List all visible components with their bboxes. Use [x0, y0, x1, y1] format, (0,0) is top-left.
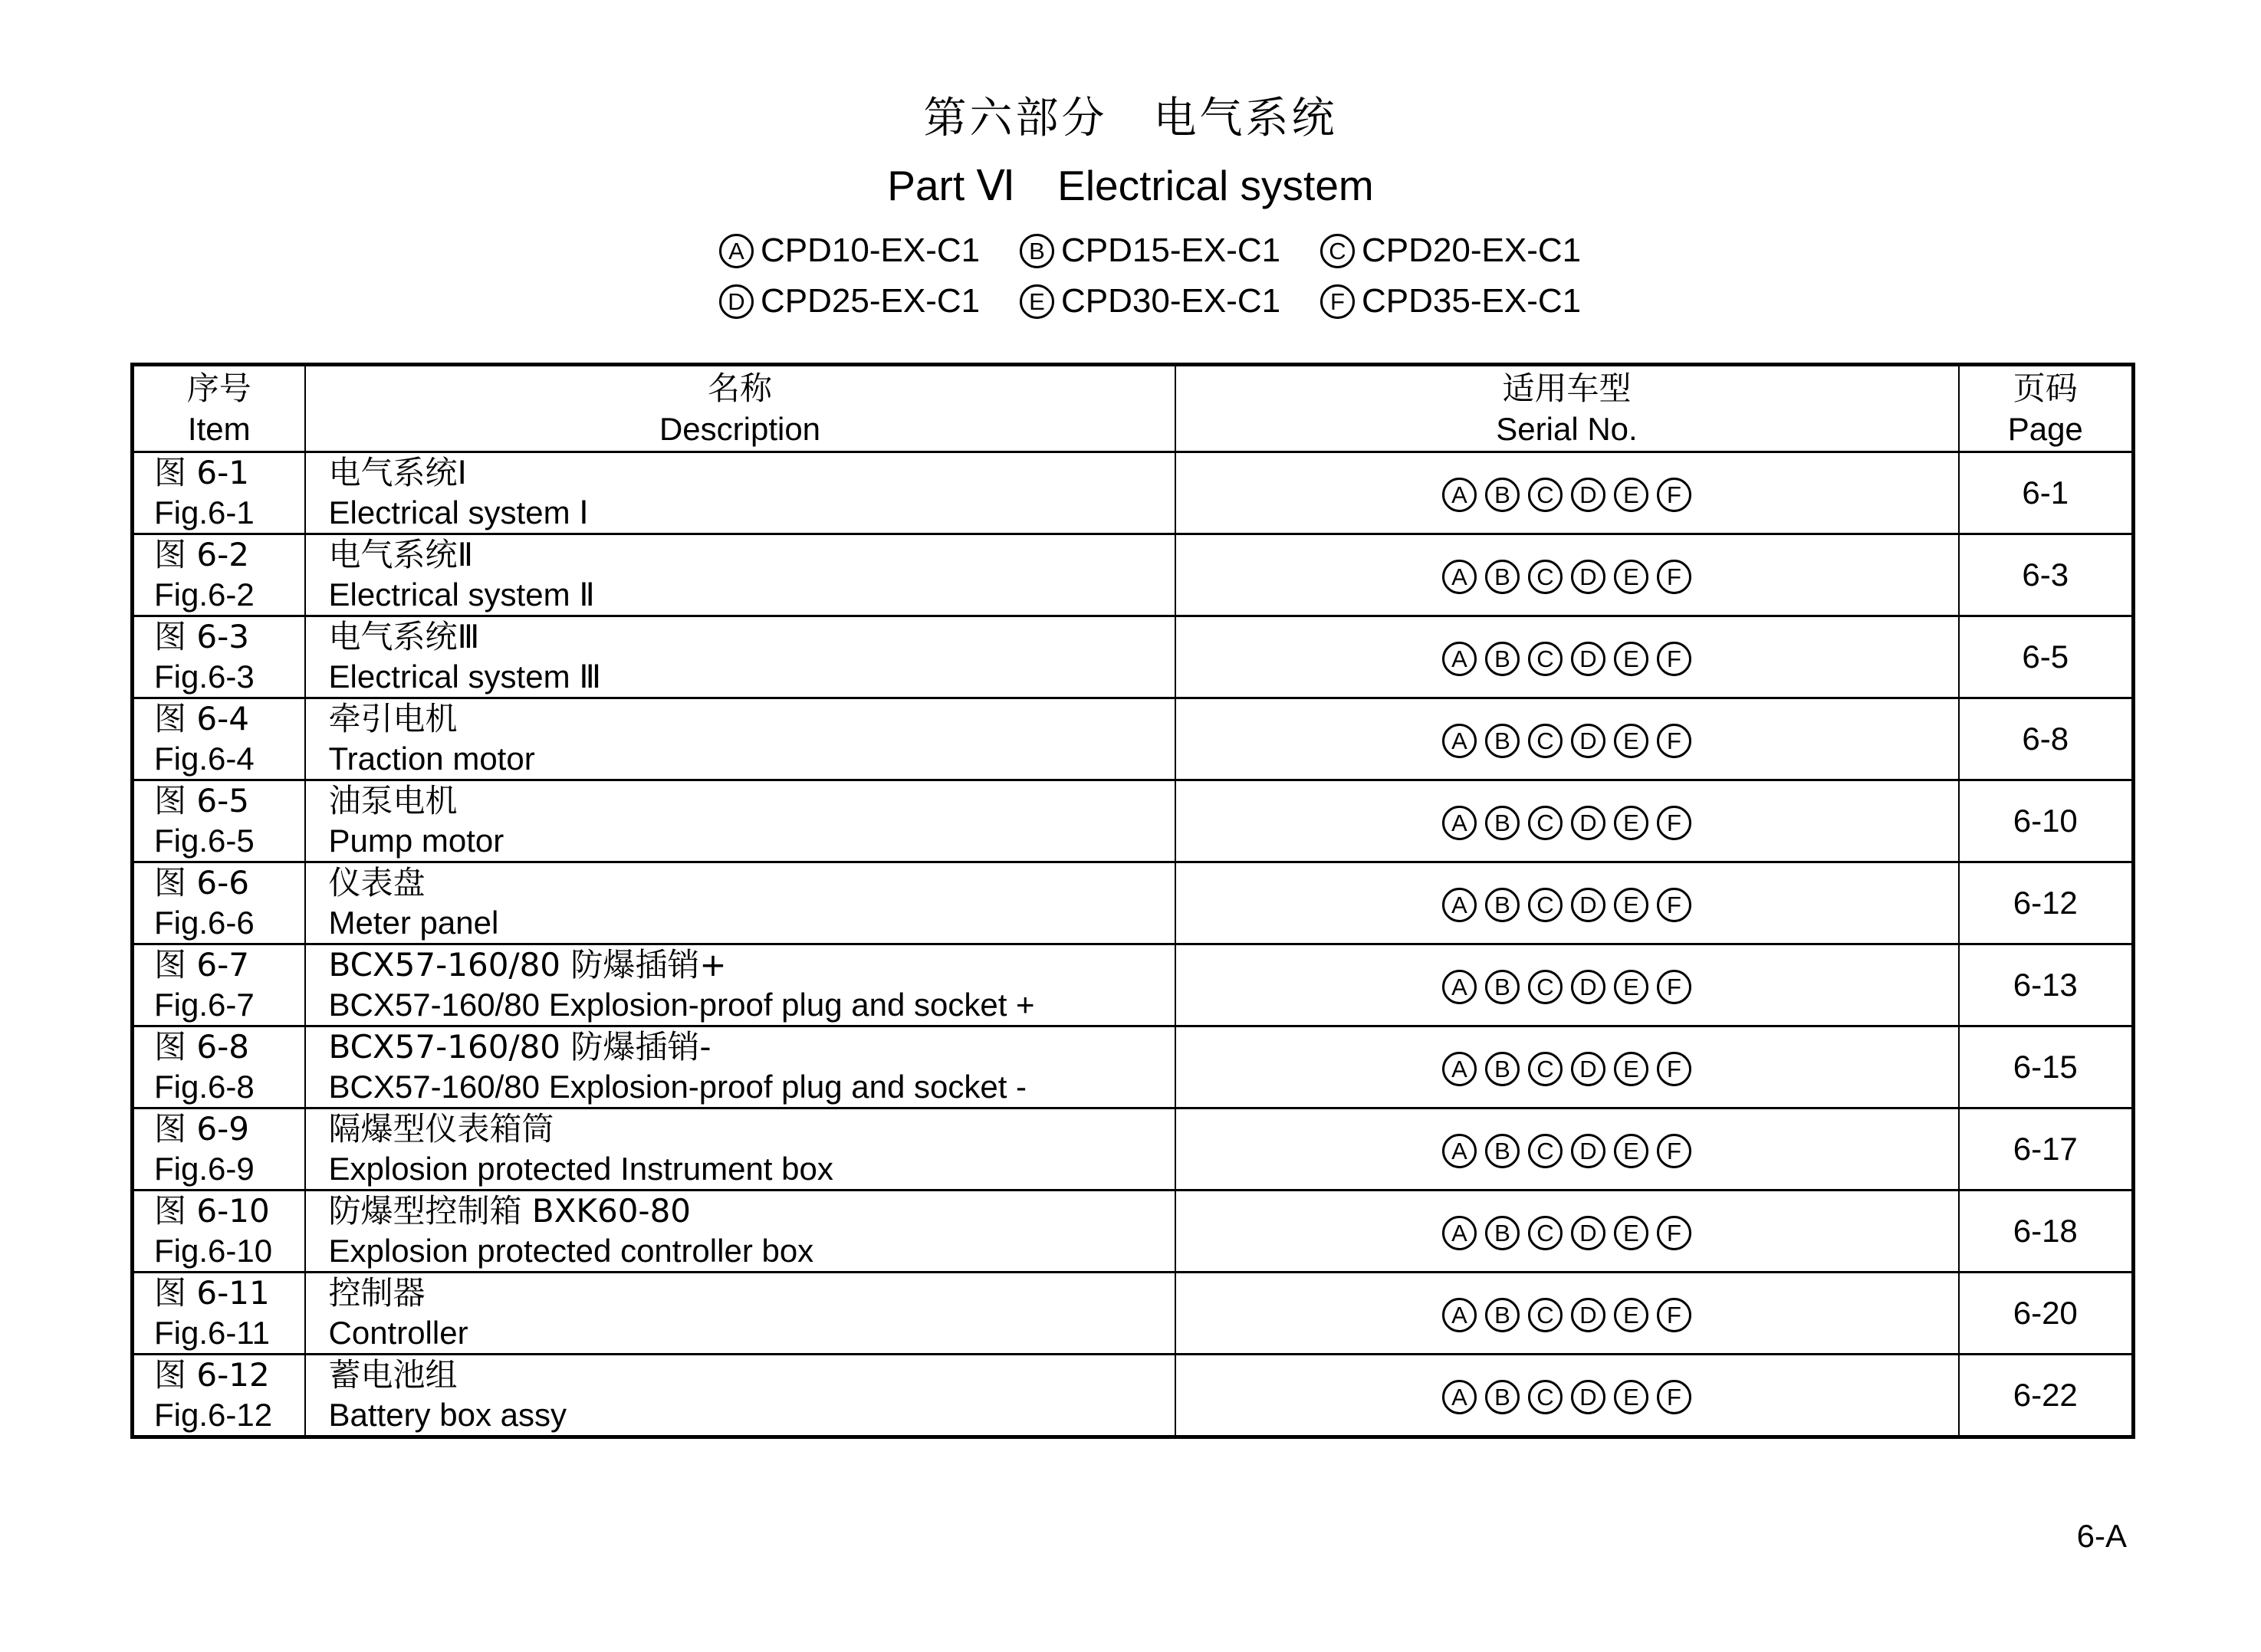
cell-serial-models — [1175, 452, 1959, 534]
description-english: Electrical system Ⅲ — [328, 659, 602, 695]
model-badge-c: C — [1528, 970, 1563, 1004]
model-badge-d: D — [1571, 1298, 1605, 1332]
item-number-chinese: 图 6-1 — [154, 454, 249, 491]
model-badge-d: D — [1571, 970, 1605, 1004]
page-reference: 6-1 — [2022, 475, 2069, 511]
model-code: CPD35-EX-C1 — [1362, 282, 1582, 320]
cell-page — [1959, 534, 2134, 616]
cell-item — [133, 1355, 305, 1437]
model-badge-a: A — [1442, 1298, 1477, 1332]
model-badges — [1442, 1134, 1691, 1168]
page-reference: 6-22 — [2013, 1377, 2078, 1413]
cell-item — [133, 1191, 305, 1273]
model-badge-c: C — [1528, 888, 1563, 922]
cell-item — [133, 698, 305, 780]
column-header-page-zh: 页码 — [2013, 369, 2078, 407]
model-badge-f: F — [1657, 888, 1691, 922]
cell-item — [133, 616, 305, 698]
model-badge-b: B — [1485, 724, 1520, 758]
table-row — [133, 780, 2134, 862]
model-badge-d: D — [1571, 888, 1605, 922]
cell-item — [133, 452, 305, 534]
cell-page — [1959, 1026, 2134, 1108]
model-badge-f: F — [1657, 478, 1691, 512]
column-header-item-en: Item — [187, 411, 251, 447]
model-badge-b: B — [1485, 1380, 1520, 1414]
model-badge-c: C — [1528, 1052, 1563, 1086]
model-badge-d: D — [1571, 1216, 1605, 1250]
table-row — [133, 1026, 2134, 1108]
cell-description — [305, 1026, 1175, 1108]
page-reference: 6-13 — [2013, 967, 2078, 1003]
column-header-description-zh: 名称 — [707, 369, 772, 407]
cell-page — [1959, 616, 2134, 698]
model-badge-f: F — [1657, 970, 1691, 1004]
model-badge-c: C — [1528, 1134, 1563, 1168]
table-row — [133, 452, 2134, 534]
column-header-description — [305, 365, 1175, 452]
page-reference: 6-3 — [2022, 557, 2069, 593]
page-reference: 6-10 — [2013, 803, 2078, 839]
table-row — [133, 944, 2134, 1026]
model-badge-e: E — [1614, 1052, 1648, 1086]
cell-page — [1959, 944, 2134, 1026]
table-row — [133, 1273, 2134, 1355]
model-badge-d: D — [1571, 478, 1605, 512]
cell-serial-models — [1175, 780, 1959, 862]
page-title-chinese: 第六部分 电气系统 — [923, 94, 1338, 143]
description-chinese: BCX57-160/80 防爆插销- — [328, 1028, 711, 1066]
model-badge-c: C — [1528, 478, 1563, 512]
model-badge-f: F — [1657, 642, 1691, 676]
column-header-page-en: Page — [2007, 411, 2083, 447]
model-badge-c: C — [1528, 1380, 1563, 1414]
cell-description — [305, 534, 1175, 616]
cell-serial-models — [1175, 616, 1959, 698]
description-chinese: 电气系统Ⅲ — [328, 618, 480, 655]
cell-item — [133, 944, 305, 1026]
description-chinese: 电气系统Ⅰ — [328, 454, 467, 491]
model-badge-b: B — [1485, 888, 1520, 922]
column-header-page — [1959, 365, 2134, 452]
page-reference: 6-5 — [2022, 639, 2069, 675]
cell-description — [305, 780, 1175, 862]
cell-page — [1959, 1108, 2134, 1191]
model-badge-e: E — [1614, 478, 1648, 512]
model-badge-e: E — [1614, 1380, 1648, 1414]
model-badge-c: C — [1528, 1298, 1563, 1332]
cell-serial-models — [1175, 1273, 1959, 1355]
table-row — [133, 534, 2134, 616]
model-badge-c: C — [1528, 1216, 1563, 1250]
table-row — [133, 616, 2134, 698]
model-badges — [1442, 1380, 1691, 1414]
table-row — [133, 1355, 2134, 1437]
page-reference: 6-18 — [2013, 1213, 2078, 1249]
model-badge-a: A — [1442, 1134, 1477, 1168]
cell-page — [1959, 1355, 2134, 1437]
model-badge-d: D — [1571, 642, 1605, 676]
model-badge-a: A — [1442, 560, 1477, 594]
description-english: Electrical system Ⅱ — [328, 576, 595, 613]
model-badges — [1442, 888, 1691, 922]
cell-page — [1959, 452, 2134, 534]
model-badge-e: E — [1614, 970, 1648, 1004]
model-badge-a: A — [1442, 888, 1477, 922]
page-reference: 6-15 — [2013, 1049, 2078, 1085]
description-english: Pump motor — [328, 823, 504, 859]
model-badge-b: B — [1485, 970, 1520, 1004]
cell-item — [133, 1273, 305, 1355]
model-badge-f: F — [1657, 724, 1691, 758]
model-code: CPD30-EX-C1 — [1061, 282, 1281, 320]
page-title-english: Part Ⅵ Electrical system — [887, 162, 1374, 209]
cell-item — [133, 862, 305, 944]
page-reference: 6-8 — [2022, 721, 2069, 757]
model-badge-b: B — [1485, 478, 1520, 512]
description-english: Traction motor — [328, 741, 535, 777]
item-number-chinese: 图 6-12 — [154, 1356, 270, 1394]
page-reference: 6-12 — [2013, 885, 2078, 921]
model-badge-f: F — [1657, 1052, 1691, 1086]
model-badge-a: A — [1442, 724, 1477, 758]
model-badge-b: B — [1485, 1052, 1520, 1086]
model-badge-b: B — [1485, 1298, 1520, 1332]
cell-serial-models — [1175, 862, 1959, 944]
model-badge-a: A — [1442, 642, 1477, 676]
column-header-serial-zh: 适用车型 — [1502, 369, 1632, 407]
item-number-english: Fig.6-2 — [154, 576, 255, 613]
model-letter-badge-d: D — [719, 284, 754, 319]
table-row — [133, 698, 2134, 780]
model-badge-b: B — [1485, 806, 1520, 840]
cell-serial-models — [1175, 1108, 1959, 1191]
description-english: Battery box assy — [328, 1397, 567, 1433]
item-number-chinese: 图 6-11 — [154, 1274, 270, 1312]
model-badge-a: A — [1442, 1216, 1477, 1250]
model-badges — [1442, 478, 1691, 512]
item-number-english: Fig.6-8 — [154, 1069, 255, 1105]
page-reference: 6-17 — [2013, 1131, 2078, 1167]
model-letter-badge-e: E — [1020, 284, 1054, 319]
cell-serial-models — [1175, 698, 1959, 780]
item-number-chinese: 图 6-8 — [154, 1028, 249, 1066]
cell-item — [133, 534, 305, 616]
model-badge-c: C — [1528, 806, 1563, 840]
model-badge-d: D — [1571, 1134, 1605, 1168]
cell-description — [305, 698, 1175, 780]
model-code: CPD20-EX-C1 — [1362, 232, 1582, 269]
model-badges — [1442, 970, 1691, 1004]
cell-serial-models — [1175, 1026, 1959, 1108]
model-badges — [1442, 560, 1691, 594]
cell-description — [305, 452, 1175, 534]
item-number-english: Fig.6-1 — [154, 494, 255, 530]
description-chinese: 蓄电池组 — [328, 1356, 458, 1394]
cell-serial-models — [1175, 1355, 1959, 1437]
model-badge-d: D — [1571, 806, 1605, 840]
description-english: Meter panel — [328, 905, 499, 941]
cell-item — [133, 1026, 305, 1108]
model-badge-e: E — [1614, 806, 1648, 840]
description-english: Controller — [328, 1315, 468, 1351]
description-chinese: 仪表盘 — [328, 864, 426, 902]
model-badge-c: C — [1528, 642, 1563, 676]
cell-item — [133, 780, 305, 862]
model-code: CPD25-EX-C1 — [761, 282, 981, 320]
model-badge-e: E — [1614, 1298, 1648, 1332]
column-header-serial — [1175, 365, 1959, 452]
cell-serial-models — [1175, 944, 1959, 1026]
item-number-chinese: 图 6-9 — [154, 1110, 249, 1148]
description-chinese: 隔爆型仪表箱筒 — [328, 1110, 554, 1148]
model-letter-badge-b: B — [1020, 234, 1054, 268]
cell-page — [1959, 862, 2134, 944]
item-number-english: Fig.6-5 — [154, 823, 255, 859]
model-badge-f: F — [1657, 1134, 1691, 1168]
model-badge-a: A — [1442, 1380, 1477, 1414]
item-number-english: Fig.6-10 — [154, 1233, 273, 1269]
description-chinese: 油泵电机 — [328, 782, 458, 819]
model-badge-e: E — [1614, 642, 1648, 676]
model-badge-d: D — [1571, 1380, 1605, 1414]
model-letter-badge-f: F — [1320, 284, 1355, 319]
table-row — [133, 1191, 2134, 1273]
model-badges — [1442, 1052, 1691, 1086]
cell-serial-models — [1175, 1191, 1959, 1273]
model-badges — [1442, 806, 1691, 840]
item-number-english: Fig.6-9 — [154, 1151, 255, 1187]
description-english: BCX57-160/80 Explosion-proof plug and socket + — [328, 987, 1035, 1023]
model-badge-b: B — [1485, 1134, 1520, 1168]
item-number-english: Fig.6-4 — [154, 741, 255, 777]
column-header-description-en: Description — [659, 411, 821, 447]
item-number-chinese: 图 6-3 — [154, 618, 249, 655]
legend-item — [1320, 282, 1621, 320]
table-header-row — [133, 365, 2134, 452]
model-badge-f: F — [1657, 806, 1691, 840]
model-badge-f: F — [1657, 1380, 1691, 1414]
table-row — [133, 862, 2134, 944]
page-reference: 6-20 — [2013, 1295, 2078, 1331]
legend-item — [1020, 282, 1320, 320]
item-number-english: Fig.6-6 — [154, 905, 255, 941]
model-badge-b: B — [1485, 1216, 1520, 1250]
description-chinese: 控制器 — [328, 1274, 426, 1312]
cell-description — [305, 1355, 1175, 1437]
description-english: Electrical system Ⅰ — [328, 494, 589, 530]
model-badge-a: A — [1442, 1052, 1477, 1086]
model-badge-a: A — [1442, 806, 1477, 840]
cell-page — [1959, 780, 2134, 862]
cell-description — [305, 1191, 1175, 1273]
model-letter-badge-a: A — [719, 234, 754, 268]
cell-page — [1959, 698, 2134, 780]
description-english: Explosion protected controller box — [328, 1233, 814, 1269]
item-number-chinese: 图 6-2 — [154, 536, 249, 573]
model-badge-d: D — [1571, 560, 1605, 594]
model-badge-e: E — [1614, 1134, 1648, 1168]
model-badges — [1442, 1298, 1691, 1332]
legend-item — [1320, 232, 1621, 270]
item-number-english: Fig.6-11 — [154, 1315, 270, 1351]
description-chinese: 电气系统Ⅱ — [328, 536, 474, 573]
column-header-serial-en: Serial No. — [1496, 411, 1638, 447]
model-badge-d: D — [1571, 1052, 1605, 1086]
model-badge-a: A — [1442, 478, 1477, 512]
model-badge-f: F — [1657, 560, 1691, 594]
cell-description — [305, 862, 1175, 944]
model-badge-f: F — [1657, 1298, 1691, 1332]
model-badges — [1442, 642, 1691, 676]
description-chinese: BCX57-160/80 防爆插销+ — [328, 946, 727, 984]
model-badge-a: A — [1442, 970, 1477, 1004]
model-badge-d: D — [1571, 724, 1605, 758]
cell-serial-models — [1175, 534, 1959, 616]
item-number-english: Fig.6-3 — [154, 659, 255, 695]
item-number-chinese: 图 6-10 — [154, 1192, 270, 1230]
table-row — [133, 1108, 2134, 1191]
model-badge-e: E — [1614, 560, 1648, 594]
model-badges — [1442, 1216, 1691, 1250]
legend-item — [719, 232, 1020, 270]
description-english: Explosion protected Instrument box — [328, 1151, 833, 1187]
legend-item — [1020, 232, 1320, 270]
description-chinese: 牵引电机 — [328, 700, 458, 737]
column-header-item — [133, 365, 305, 452]
cell-description — [305, 1108, 1175, 1191]
model-badge-e: E — [1614, 1216, 1648, 1250]
cell-item — [133, 1108, 305, 1191]
item-number-chinese: 图 6-7 — [154, 946, 249, 984]
legend-item — [719, 282, 1020, 320]
item-number-chinese: 图 6-6 — [154, 864, 249, 902]
description-chinese: 防爆型控制箱 BXK60-80 — [328, 1192, 692, 1230]
contents-table — [130, 363, 2135, 1439]
item-number-chinese: 图 6-4 — [154, 700, 249, 737]
model-badge-e: E — [1614, 724, 1648, 758]
model-legend — [719, 232, 1621, 320]
model-badge-f: F — [1657, 1216, 1691, 1250]
model-code: CPD10-EX-C1 — [761, 232, 981, 269]
cell-description — [305, 1273, 1175, 1355]
model-badges — [1442, 724, 1691, 758]
column-header-item-zh: 序号 — [186, 369, 251, 407]
model-badge-c: C — [1528, 724, 1563, 758]
model-badge-b: B — [1485, 642, 1520, 676]
model-code: CPD15-EX-C1 — [1061, 232, 1281, 269]
item-number-english: Fig.6-12 — [154, 1397, 273, 1433]
item-number-english: Fig.6-7 — [154, 987, 255, 1023]
model-letter-badge-c: C — [1320, 234, 1355, 268]
cell-page — [1959, 1191, 2134, 1273]
cell-page — [1959, 1273, 2134, 1355]
item-number-chinese: 图 6-5 — [154, 782, 249, 819]
model-badge-c: C — [1528, 560, 1563, 594]
description-english: BCX57-160/80 Explosion-proof plug and socket - — [328, 1069, 1027, 1105]
cell-description — [305, 944, 1175, 1026]
model-badge-e: E — [1614, 888, 1648, 922]
cell-description — [305, 616, 1175, 698]
model-badge-b: B — [1485, 560, 1520, 594]
page-number: 6-A — [2076, 1518, 2127, 1554]
